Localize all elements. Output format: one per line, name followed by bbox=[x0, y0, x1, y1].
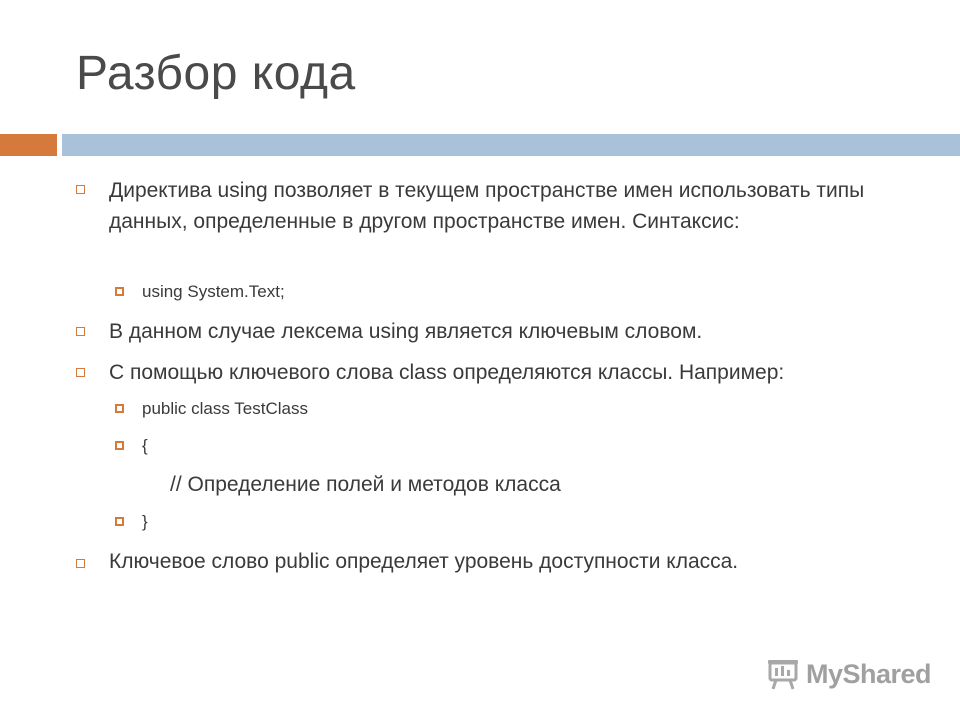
watermark-text: MyShared bbox=[806, 658, 932, 689]
sub-bullet-square-icon bbox=[115, 441, 124, 450]
sub-bullet-square-icon bbox=[115, 517, 124, 526]
sub-bullet-text: using System.Text; bbox=[142, 282, 285, 301]
watermark-logo bbox=[766, 656, 931, 692]
bullet-square-icon bbox=[76, 185, 85, 194]
bullet-square-icon bbox=[76, 327, 85, 336]
code-comment-text: // Определение полей и методов класса bbox=[170, 473, 561, 496]
sub-bullet-text: { bbox=[142, 436, 148, 455]
sub-bullet-text: public class TestClass bbox=[142, 399, 308, 418]
bullet-text: С помощью ключевого слова class определяются классы. Например: bbox=[109, 361, 785, 384]
bullet-text: Директива using позволяет в текущем пространстве имен использовать типы данных, определенные в другом пространстве имен. Синтаксис: bbox=[109, 179, 865, 233]
bullet-text: Ключевое слово public определяет уровень доступности класса. bbox=[109, 550, 739, 573]
sub-bullet-text: } bbox=[142, 512, 148, 531]
bullet-square-icon bbox=[76, 368, 85, 377]
sub-bullet-square-icon bbox=[115, 404, 124, 413]
bullet-square-icon bbox=[76, 559, 85, 568]
presentation-board-icon bbox=[766, 657, 800, 691]
sub-bullet-square-icon bbox=[115, 287, 124, 296]
slide-title: Разбор кода bbox=[76, 47, 356, 100]
bullet-text: В данном случае лексема using является ключевым словом. bbox=[109, 320, 703, 343]
